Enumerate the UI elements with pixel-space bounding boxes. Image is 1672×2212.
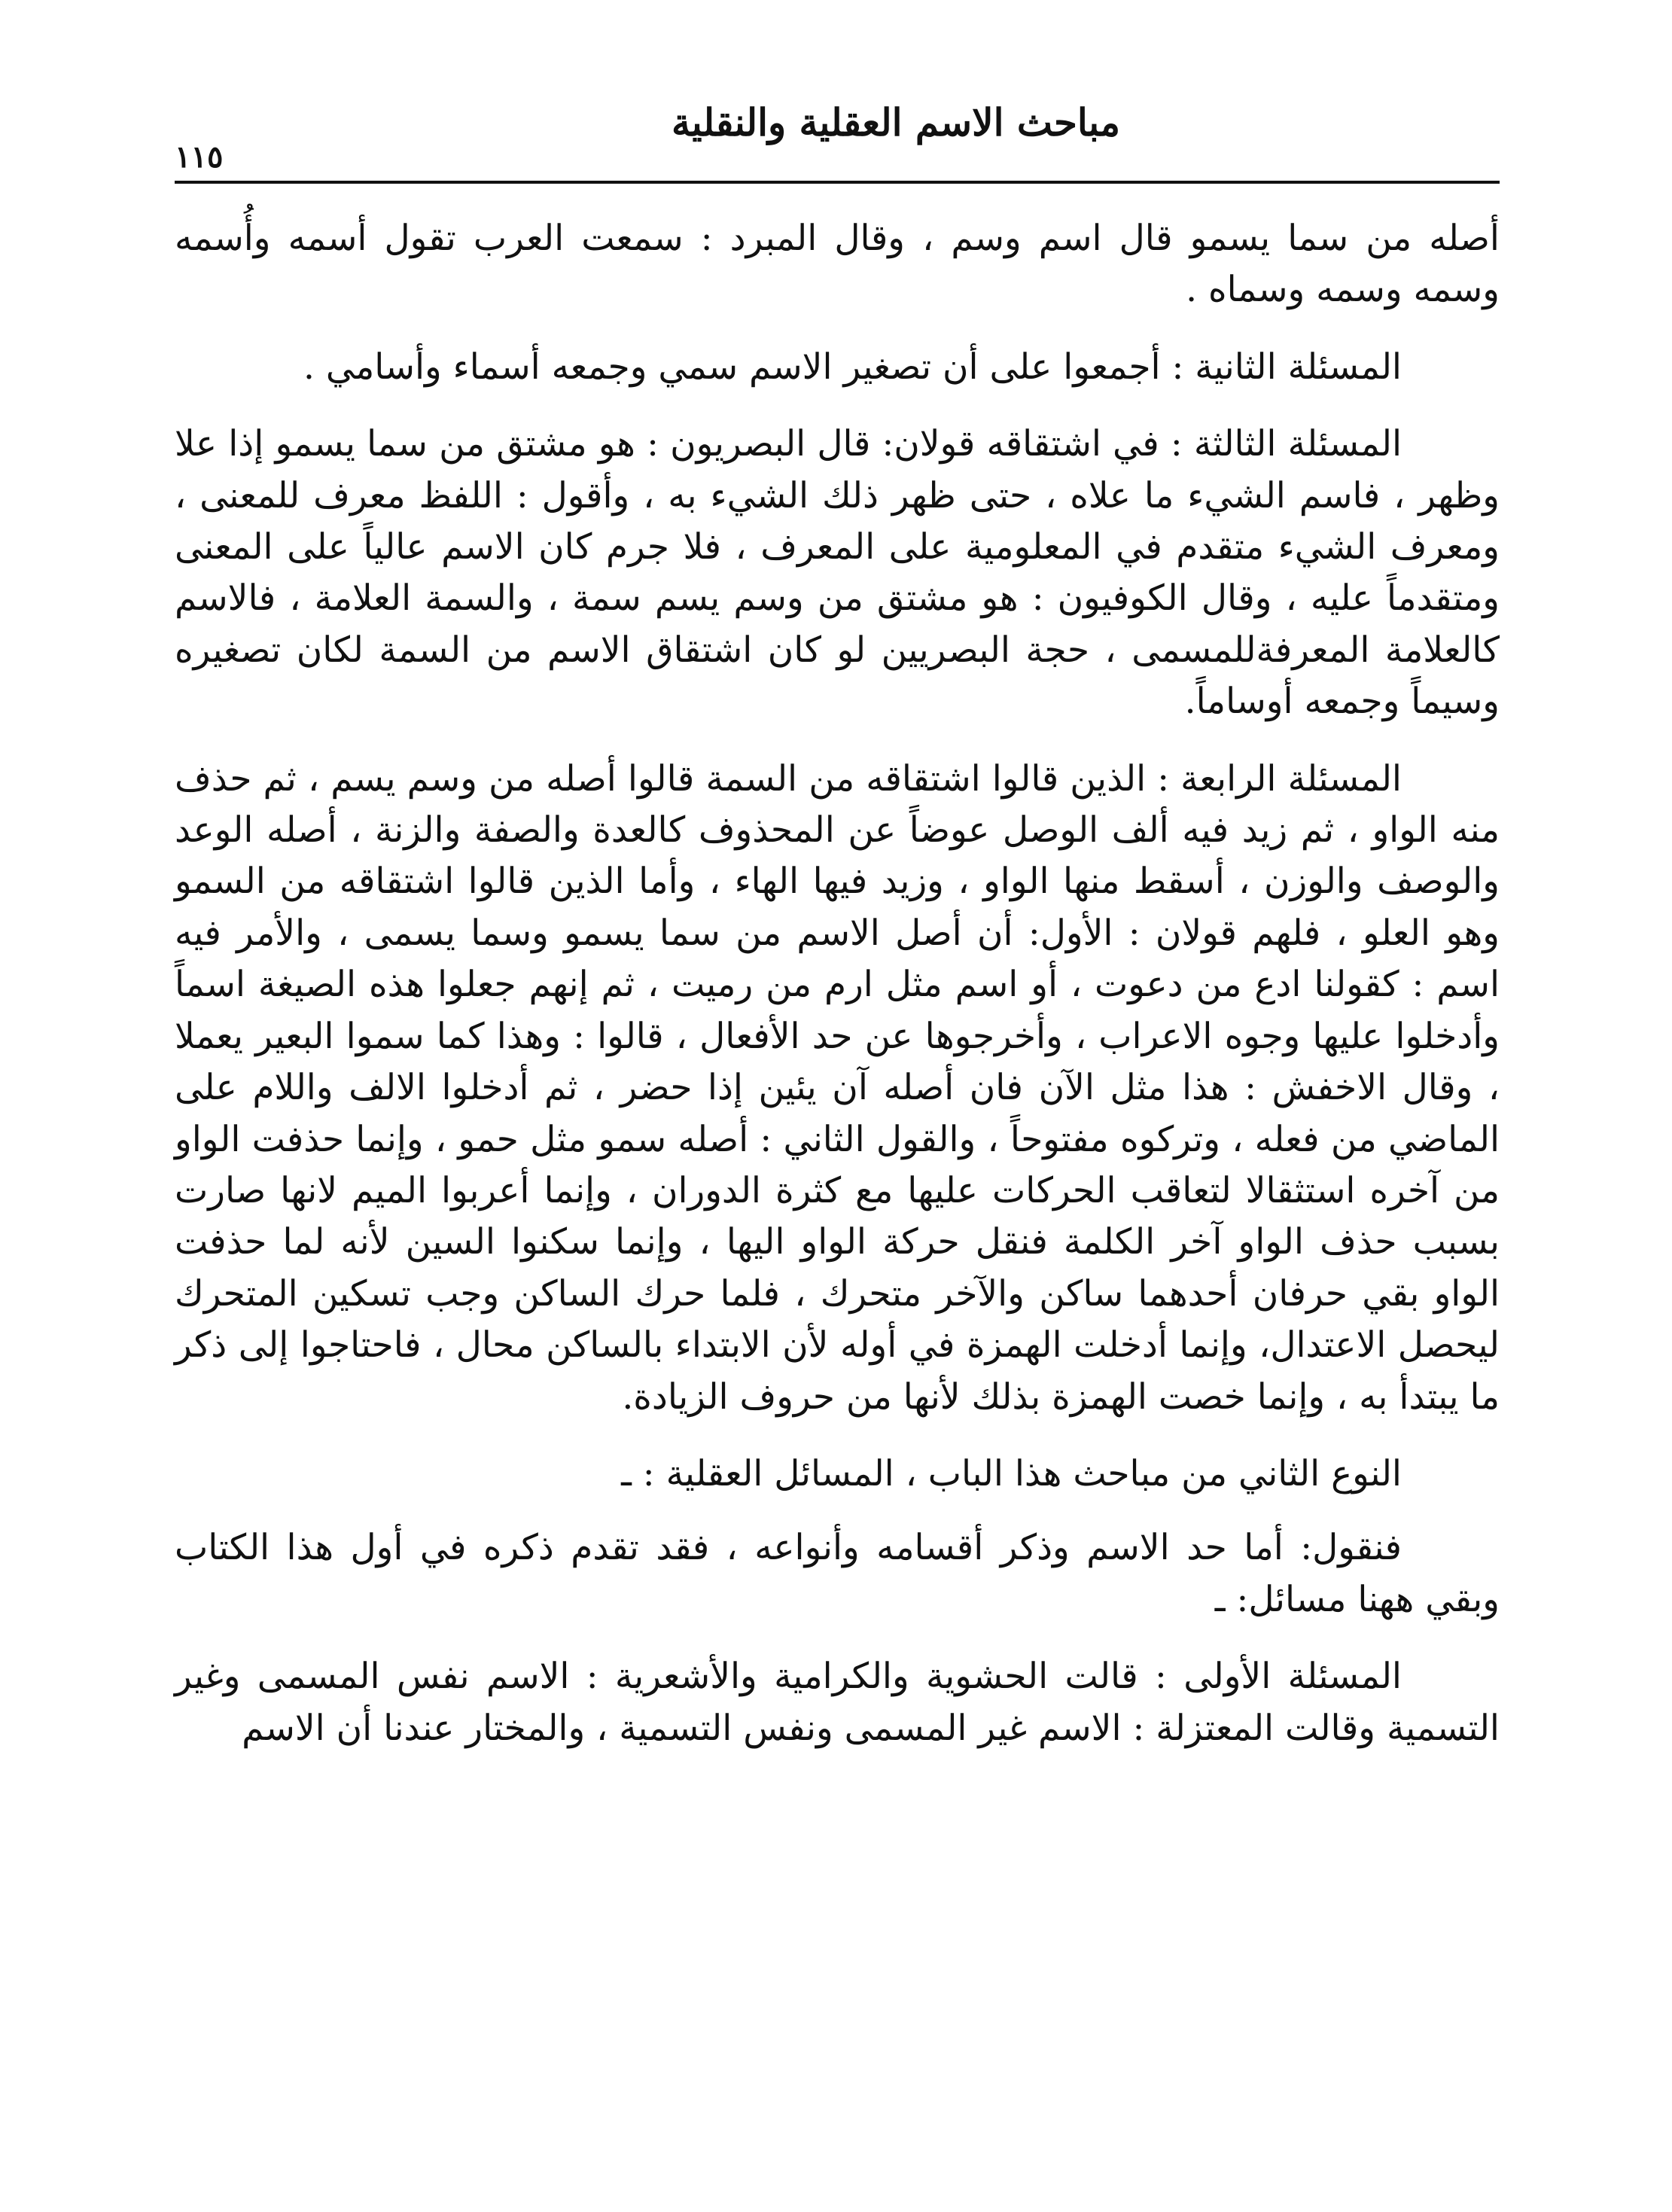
- page-number: ١١٥: [175, 139, 224, 175]
- paragraph-fourth-question: المسئلة الرابعة : الذين قالوا اشتقاقه من السمة قالوا أصله من وسم يسم ، ثم حذف منه الواو ، ثم زيد فيه ألف الوصل عوضاً عن المحذوف كالعدة والصفة والزنة ، أصله الوعد والوصف والوزن ، أسقط منها الواو ، وزيد فيها الهاء ، وأما الذين قالوا اشتقاقه من السمو وهو العلو ، فلهم قولان : الأول: أن أصل الاسم من سما يسمو وسما يسمى ، والأمر فيه اسم : كقولنا ادع من دعوت ، أو اسم مثل ارم من رميت ، ثم إنهم جعلوا هذه الصيغة اسماً وأدخلوا عليها وجوه الاعراب ، وأخرجوها عن حد الأفعال ، قالوا : وهذا كما سموا البعير يعملا ، وقال الاخفش : هذا مثل الآن فان أصله آن يئين إذا حضر ، ثم أدخلوا الالف واللام على الماضي من فعله ، وتركوه مفتوحاً ، والقول الثاني : أصله سمو مثل حمو ، وإنما حذفت الواو من آخره استثقالا لتعاقب الحركات عليها مع كثرة الدوران ، وإنما أعربوا الميم لانها صارت بسبب حذف الواو آخر الكلمة فنقل حركة الواو اليها ، وإنما سكنوا السين لأنه لما حذفت الواو بقي حرفان أحدهما ساكن والآخر متحرك ، فلما حرك الساكن وجب تسكين المتحرك ليحصل الاعتدال، وإنما أدخلت الهمزة في أوله لأن الابتداء بالساكن محال ، فاحتاجوا إلى ذكر ما يبتدأ به ، وإنما خصت الهمزة بذلك لأنها من حروف الزيادة.: [175, 757, 1500, 1418]
- paragraph-introduction: فنقول: أما حد الاسم وذكر أقسامه وأنواعه ، فقد تقدم ذكره في أول هذا الكتاب وبقي ههنا مسائل: ـ: [175, 1527, 1500, 1620]
- body-text: [175, 213, 1500, 1780]
- paragraph-rational-section-heading: النوع الثاني من مباحث هذا الباب ، المسائل العقلية : ـ: [621, 1452, 1402, 1494]
- paragraph-first-question: المسئلة الأولى : قالت الحشوية والكرامية والأشعرية : الاسم نفس المسمى وغير التسمية وقالت المعتزلة : الاسم غير المسمى ونفس التسمية ، والمختار عندنا أن الاسم: [175, 1656, 1500, 1749]
- header-rule: [175, 181, 1500, 184]
- running-title: مباحث الاسم العقلية والنقلية: [672, 100, 1120, 145]
- paragraph-third-question: المسئلة الثالثة : في اشتقاقه قولان: قال البصريون : هو مشتق من سما يسمو إذا علا وظهر ، فاسم الشيء ما علاه ، حتى ظهر ذلك الشيء به ، وأقول : اللفظ معرف للمعنى ، ومعرف الشيء متقدم في المعلومية على المعرف ، فلا جرم كان الاسم عالياً على المعنى ومتقدماً عليه ، وقال الكوفيون : هو مشتق من وسم يسم سمة ، والسمة العلامة ، فالاسم كالعلامة المعرفةللمسمى ، حجة البصريين لو كان اشتقاق الاسم من السمة لكان تصغيره وسيماً وجمعه أوساماً.: [175, 423, 1500, 723]
- paragraph-continuation: أصله من سما يسمو قال اسم وسم ، وقال المبرد : سمعت العرب تقول أسمه وأُسمه وسمه وسمه وسماه .: [175, 218, 1500, 311]
- paragraph-second-question: المسئلة الثانية : أجمعوا على أن تصغير الاسم سمي وجمعه أسماء وأسامي .: [303, 346, 1402, 388]
